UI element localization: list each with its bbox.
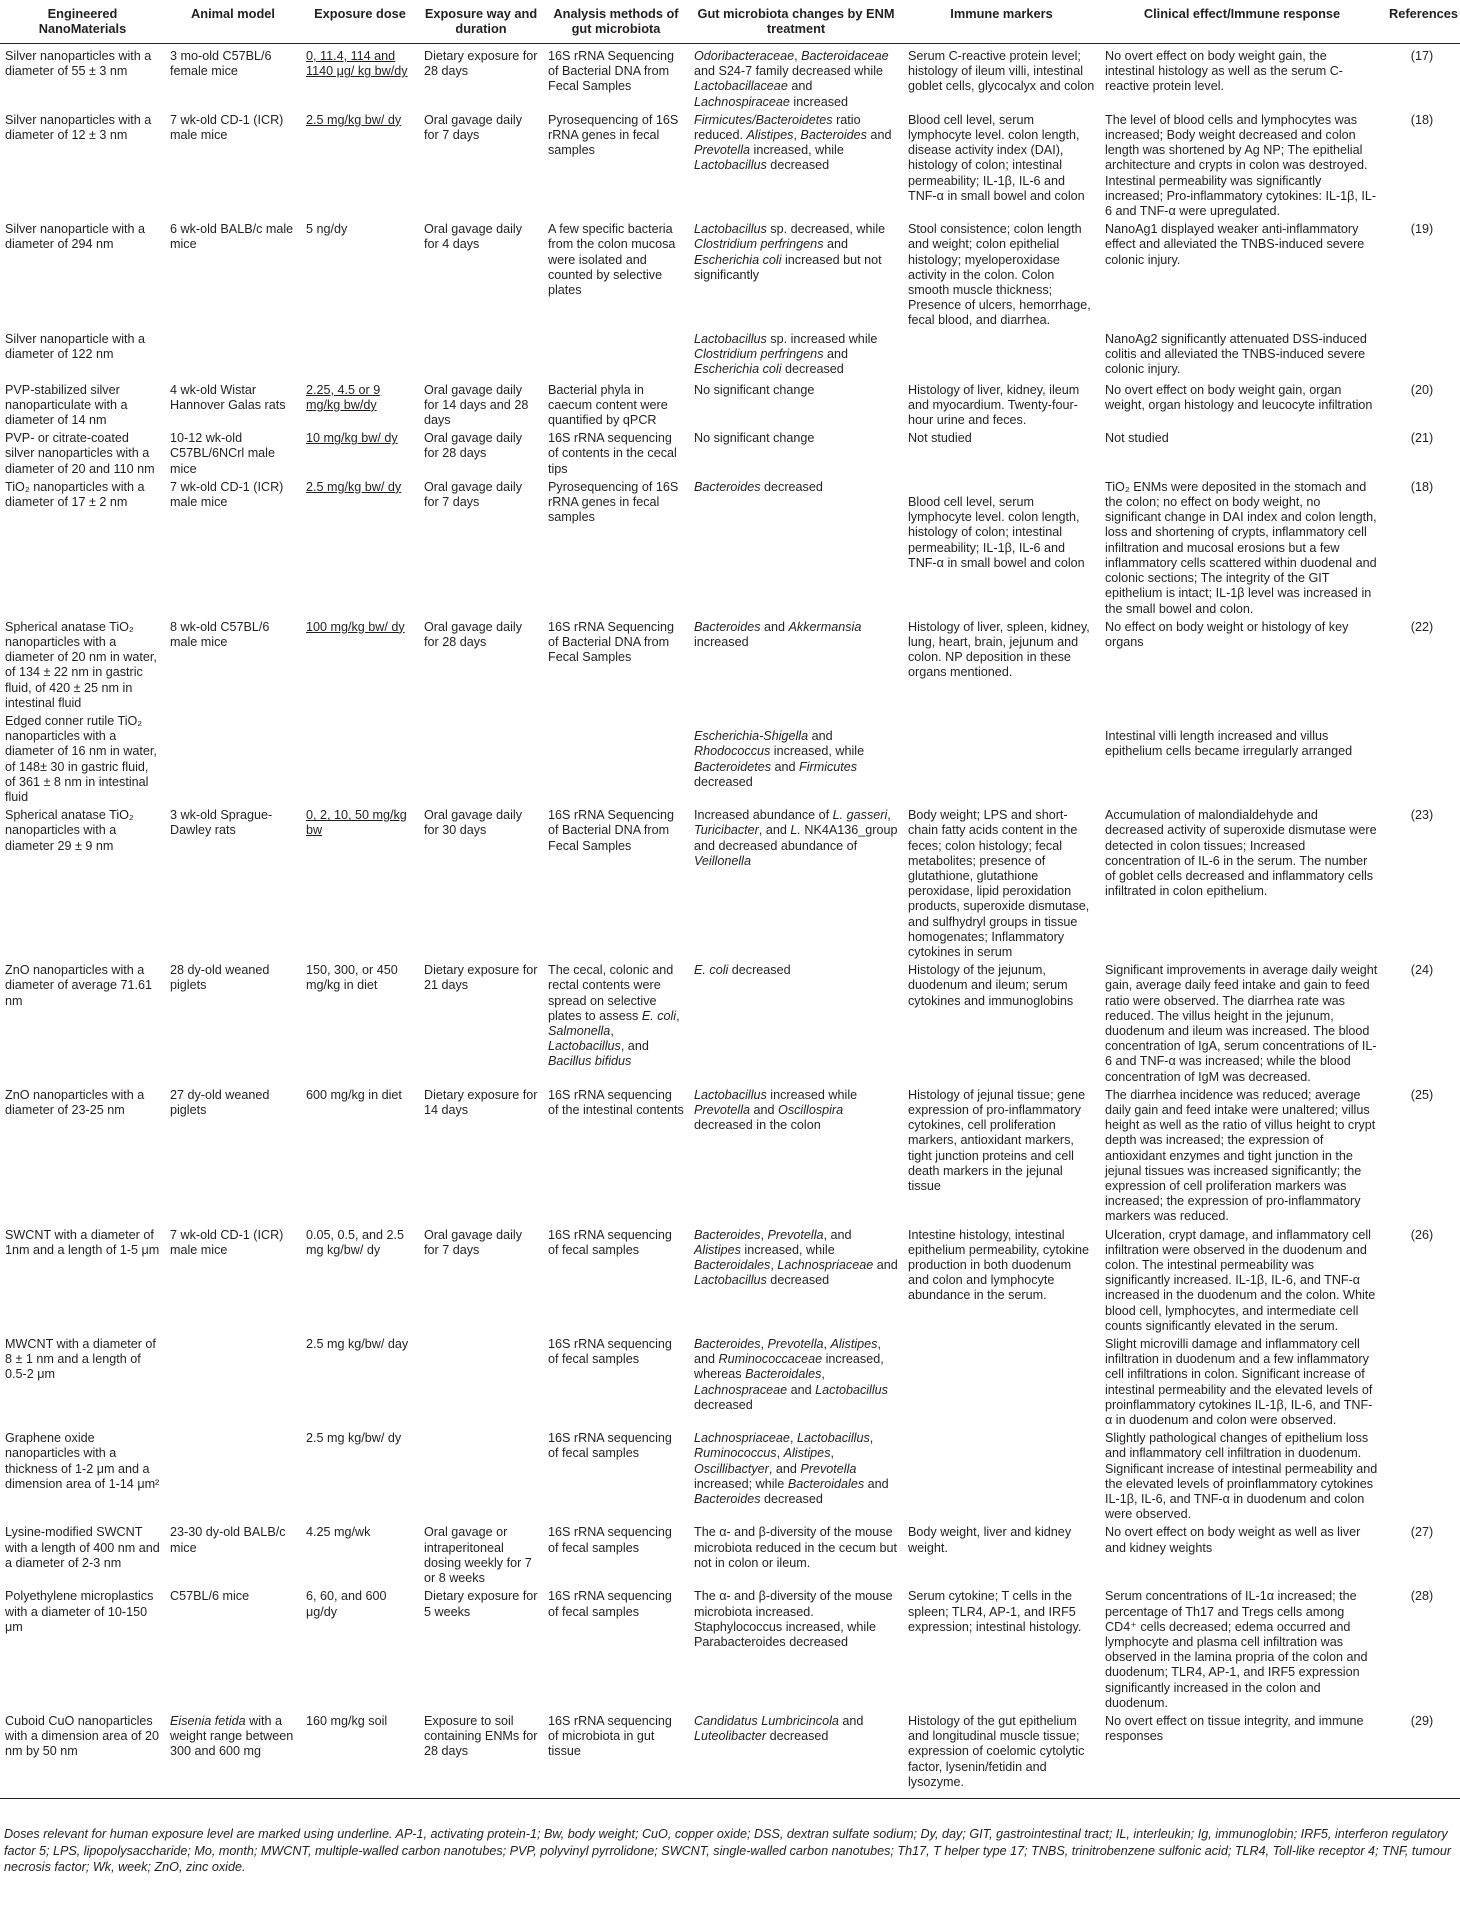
immune-markers-cell: Blood cell level, serum lymphocyte level. colon length, histology of colon; intestinal permeability; IL-1β, IL-6 and TNF-α in small bowel and colon xyxy=(908,495,1085,570)
reference-cell: (23) xyxy=(1410,808,1434,823)
col-immune-markers-header: Immune markers xyxy=(903,0,1100,44)
exposure-dose-cell: 2.5 mg kg/bw/ day xyxy=(306,1337,409,1352)
clinical-effect-cell: NanoAg1 displayed weaker anti-inflammatory effect and alleviated the TNBS-induced severe colonic injury. xyxy=(1105,222,1365,267)
clinical-effect-cell: Significant improvements in average daily weight gain, average daily feed intake and gain to feed ratio were observed. The diarrhea rate was reduced. The villus height in the jejunum, duodenum and ileum was increased. The blood concentration of IgA, serum concentrations of IL-6 and TNF-α was increased; while the blood concentration of IgM was decreased. xyxy=(1105,963,1378,1084)
analysis-method-cell: 16S rRNA Sequencing of Bacterial DNA from Fecal Samples xyxy=(548,619,675,665)
nanomaterial-cell: PVP- or citrate-coated silver nanoparticles with a diameter of 20 and 110 nm xyxy=(5,431,155,476)
clinical-effect-cell: The level of blood cells and lymphocytes was increased; Body weight decreased and colon length was shortened by Ag NP; The epithelial architecture and crypts in colon was destroyed. Intestinal permeability was significantly increased; Pro-inflammatory cytokines: IL-1β, IL-6 and TNF-α were upregulated. xyxy=(1105,112,1377,219)
animal-model-cell: 23-30 dy-old BALB/c mice xyxy=(170,1525,286,1555)
table-row xyxy=(0,806,1460,961)
table-body xyxy=(0,44,1460,1799)
microbiota-change-cell: Lactobacillus increased while Prevotella and Oscillospira decreased in the colon xyxy=(694,1087,858,1133)
clinical-effect-cell: No overt effect on body weight gain, organ weight, organ histology and leucocyte infiltration xyxy=(1105,382,1373,412)
clinical-effect-cell: Intestinal villi length increased and villus epithelium cells became irregularly arranged xyxy=(1105,729,1353,759)
exposure-dose-cell: 0.05, 0.5, and 2.5 mg kg/bw/ dy xyxy=(306,1227,405,1257)
nanomaterial-cell: Silver nanoparticles with a diameter of 55 ± 3 nm xyxy=(5,49,152,79)
table-row xyxy=(0,1226,1460,1335)
clinical-effect-cell: NanoAg2 significantly attenuated DSS-induced colitis and alleviated the TNBS-induced severe colonic injury. xyxy=(1105,331,1367,377)
microbiota-change-cell: Escherichia-Shigella and Rhodococcus increased, while Bacteroidetes and Firmicutes decreased xyxy=(694,729,865,789)
reference-cell xyxy=(1384,1335,1460,1429)
immune-markers-cell: Histology of the gut epithelium and longitudinal muscle tissue; expression of coelomic cytolytic factor, lysenin/fetidin and lysozyme. xyxy=(903,1712,1100,1799)
exposure-way-cell xyxy=(419,330,543,381)
microbiota-change-cell: Bacteroides, Prevotella, Alistipes, and Ruminococcaceae increased, whereas Bacteroidales, Lachnospraceae and Lactobacillus decreased xyxy=(694,1337,888,1412)
col-exposure-way-header: Exposure way and duration xyxy=(419,0,543,44)
table-header-row xyxy=(0,0,1460,44)
col-engineered-nanomaterials-header: Engineered NanoMaterials xyxy=(0,0,165,44)
exposure-dose-cell: 160 mg/kg soil xyxy=(301,1712,419,1799)
exposure-dose-cell: 10 mg/kg bw/ dy xyxy=(306,431,398,446)
exposure-way-cell: Oral gavage daily for 28 days xyxy=(424,619,523,649)
analysis-method-cell: 16S rRNA sequencing of fecal samples xyxy=(548,1337,672,1367)
clinical-effect-cell: No overt effect on body weight as well as liver and kidney weights xyxy=(1105,1525,1361,1555)
table-row xyxy=(0,1587,1460,1712)
animal-model-cell xyxy=(165,712,301,806)
exposure-way-cell xyxy=(419,712,543,806)
exposure-dose-cell: 2.5 mg kg/bw/ dy xyxy=(306,1431,402,1446)
exposure-way-cell: Oral gavage daily for 28 days xyxy=(424,431,523,461)
clinical-effect-cell: Not studied xyxy=(1105,431,1169,446)
immune-markers-cell: Serum C-reactive protein level; histology of ileum villi, intestinal goblet cells, glycocalyx and colon xyxy=(908,49,1095,94)
microbiota-change-cell: The α- and β-diversity of the mouse microbiota increased. Staphylococcus increased, while Parabacteroides decreased xyxy=(694,1589,893,1649)
analysis-method-cell xyxy=(543,712,689,806)
clinical-effect-cell: Accumulation of malondialdehyde and decreased activity of superoxide dismutase were detected in colon tissues; Increased concentration of IL-6 in the serum. The number of goblet cells decreased and inflammatory cells infiltrated in colon epithelium. xyxy=(1105,808,1377,899)
table-row xyxy=(0,618,1460,712)
reference-cell: (18) xyxy=(1410,112,1434,127)
reference-cell: (26) xyxy=(1410,1227,1434,1242)
exposure-way-cell xyxy=(419,1429,543,1523)
reference-cell: (20) xyxy=(1410,382,1434,397)
col-microbiota-changes-header: Gut microbiota changes by ENM treatment xyxy=(689,0,903,44)
clinical-effect-cell: The diarrhea incidence was reduced; average daily gain and feed intake were unaltered; villus height as well as the ratio of villus height to crypt depth was increased; the expression of antioxidant enzymes and tight junction in the jejunal tissues was increased significantly; the expression of cell proliferation markers was increased; the expression of pro-inflammatory markers was reduced. xyxy=(1105,1087,1376,1224)
exposure-way-cell: Oral gavage or intraperitoneal dosing weekly for 7 or 8 weeks xyxy=(424,1525,532,1586)
exposure-way-cell: Oral gavage daily for 4 days xyxy=(424,222,523,252)
table-row xyxy=(0,1712,1460,1799)
microbiota-change-cell: Bacteroides, Prevotella, and Alistipes increased, while Bacteroidales, Lachnospriaceae and Lactobacillus decreased xyxy=(694,1227,898,1288)
analysis-method-cell: A few specific bacteria from the colon mucosa were isolated and counted by selective plates xyxy=(548,222,676,298)
exposure-dose-cell: 0, 11.4, 114 and 1140 μg/ kg bw/dy xyxy=(306,49,408,79)
reference-cell: (18) xyxy=(1410,479,1434,494)
microbiota-change-cell: Bacteroides decreased xyxy=(694,479,823,494)
exposure-way-cell: Oral gavage daily for 7 days xyxy=(424,112,523,143)
table-row xyxy=(0,44,1460,111)
nanomaterial-cell: Cuboid CuO nanoparticles with a dimension area of 20 nm by 50 nm xyxy=(0,1712,165,1799)
nanomaterial-cell: Lysine-modified SWCNT with a length of 400 nm and a diameter of 2-3 nm xyxy=(5,1525,160,1570)
nanomaterial-cell: PVP-stabilized silver nanoparticulate with a diameter of 14 nm xyxy=(5,382,128,428)
exposure-way-cell: Exposure to soil containing ENMs for 28 days xyxy=(419,1712,543,1799)
table-row xyxy=(0,961,1460,1086)
nanomaterial-cell: Polyethylene microplastics with a diameter of 10-150 μm xyxy=(5,1589,154,1634)
table-row xyxy=(0,1523,1460,1587)
immune-markers-cell xyxy=(903,712,1100,806)
immune-markers-cell xyxy=(903,1429,1100,1523)
table-row xyxy=(0,429,1460,478)
animal-model-cell: C57BL/6 mice xyxy=(170,1589,250,1604)
animal-model-cell xyxy=(165,330,301,381)
microbiota-change-cell: Lachnospriaceae, Lactobacillus, Ruminococcus, Alistipes, Oscillibactyer, and Prevotella increased; while Bacteroidales and Bacteroides decreased xyxy=(694,1431,889,1507)
reference-cell: (25) xyxy=(1410,1087,1434,1102)
microbiota-change-cell: No significant change xyxy=(694,431,815,446)
nanomaterial-cell: Spherical anatase TiO₂ nanoparticles with a diameter of 20 nm in water, of 134 ± 22 nm in gastric fluid, of 420 ± 25 nm in intestinal fluid xyxy=(5,619,157,710)
col-animal-model-header: Animal model xyxy=(165,0,301,44)
table-row xyxy=(0,330,1460,381)
nanomaterial-cell: Graphene oxide nanoparticles with a thickness of 1-2 μm and a dimension area of 1-14 μm² xyxy=(5,1431,160,1491)
exposure-dose-cell: 150, 300, or 450 mg/kg in diet xyxy=(306,963,398,993)
reference-cell: (22) xyxy=(1410,619,1434,634)
table-footnote: Doses relevant for human exposure level are marked using underline. AP-1, activating protein-1; Bw, body weight; CuO, copper oxide; DSS, dextran sulfate sodium; Dy, day; GIT, gastrointestinal tract; IL, interleukin; Ig, immunoglobin; IRF5, interferon regulatory factor 5; LPS, lipopolysaccharide; Mo, month; MWCNT, multiple-walled carbon nanotubes; PVP, polyvinyl pyrrolidone; SWCNT, single-walled carbon nanotubes; Th17, T helper type 17; TNBS, trinitrobenzene sulfonic acid; TLR4, Toll-like receptor 4; TNF, tumour necrosis factor; Wk, week; ZnO, zinc oxide. xyxy=(4,1827,1452,1874)
exposure-dose-cell: 6, 60, and 600 μg/dy xyxy=(306,1589,387,1619)
clinical-effect-cell: TiO₂ ENMs were deposited in the stomach and the colon; no effect on body weight, no significant change in DAI index and colon length, loss and shortening of crypts, inflammatory cell infiltration and mucosal erosions but a few inflammatory cells scattered within duodenal and colonic sections; The integrity of the GIT epithelium is intact; IL-1β level was increased in the small bowel and colon. xyxy=(1105,479,1377,616)
microbiota-change-cell: Odoribacteraceae, Bacteroidaceae and S24-7 family decreased while Lactobacillaceae and Lachnospiraceae increased xyxy=(694,49,889,109)
table-row xyxy=(0,220,1460,329)
nanomaterial-cell: SWCNT with a diameter of 1nm and a length of 1-5 μm xyxy=(5,1227,160,1257)
analysis-method-cell: Bacterial phyla in caecum content were quantified by qPCR xyxy=(548,382,668,428)
table-row xyxy=(0,712,1460,806)
immune-markers-cell: Stool consistence; colon length and weight; colon epithelial histology; myeloperoxidase activity in the colon. Colon smooth muscle thickness; Presence of ulcers, hemorrhage, fecal blood, and diarrhea. xyxy=(908,222,1091,328)
animal-model-cell: 7 wk-old CD-1 (ICR) male mice xyxy=(170,1227,284,1257)
exposure-dose-cell xyxy=(301,330,419,381)
table-row xyxy=(0,1086,1460,1226)
reference-cell xyxy=(1384,1429,1460,1523)
analysis-method-cell: Pyrosequencing of 16S rRNA genes in fecal samples xyxy=(548,112,679,158)
exposure-way-cell xyxy=(419,1335,543,1429)
animal-model-cell: 27 dy-old weaned piglets xyxy=(170,1087,270,1117)
exposure-dose-cell: 2.5 mg/kg bw/ dy xyxy=(306,112,402,127)
nanomaterial-cell: Spherical anatase TiO₂ nanoparticles with a diameter 29 ± 9 nm xyxy=(5,808,134,853)
col-references-header: References xyxy=(1384,0,1460,44)
microbiota-change-cell: Candidatus Lumbricincola and Luteolibacter decreased xyxy=(689,1712,903,1799)
analysis-method-cell: 16S rRNA sequencing of fecal samples xyxy=(548,1589,672,1619)
animal-model-cell: 8 wk-old C57BL/6 male mice xyxy=(170,619,270,649)
table-row xyxy=(0,111,1460,220)
clinical-effect-cell: No overt effect on body weight gain, the intestinal histology as well as the serum C-reactive protein level. xyxy=(1105,49,1343,94)
reference-cell: (24) xyxy=(1410,963,1434,978)
immune-markers-cell: Histology of jejunal tissue; gene expression of pro-inflammatory cytokines, cell proliferation markers, antioxidant markers, tight junction proteins and cell death markers in the jejunal tissue xyxy=(908,1087,1086,1194)
clinical-effect-cell: Slightly pathological changes of epithelium loss and inflammatory cell infiltration in duodenum. Significant increase of intestinal permeability and the elevated levels of proinflammatory cytokines IL-1β, IL-6, and TNF-α in duodenum and colon were observed. xyxy=(1105,1431,1378,1522)
immune-markers-cell: Histology of liver, kidney, ileum and myocardium. Twenty-four-hour urine and feces. xyxy=(908,382,1080,428)
animal-model-cell: 4 wk-old Wistar Hannover Galas rats xyxy=(170,382,286,412)
exposure-way-cell: Oral gavage daily for 7 days xyxy=(424,1227,523,1257)
nanomaterial-cell: TiO₂ nanoparticles with a diameter of 17 ± 2 nm xyxy=(5,479,145,510)
animal-model-cell: 3 wk-old Sprague-Dawley rats xyxy=(170,808,273,838)
table-row xyxy=(0,1429,1460,1523)
analysis-method-cell: 16S rRNA Sequencing of Bacterial DNA from Fecal Samples xyxy=(548,49,675,94)
analysis-method-cell: Pyrosequencing of 16S rRNA genes in fecal samples xyxy=(548,479,679,525)
exposure-way-cell: Dietary exposure for 5 weeks xyxy=(424,1589,538,1619)
nanomaterial-cell: ZnO nanoparticles with a diameter of 23-25 nm xyxy=(5,1087,145,1117)
reference-cell xyxy=(1384,712,1460,806)
animal-model-cell xyxy=(165,1335,301,1429)
exposure-dose-cell: 2.5 mg/kg bw/ dy xyxy=(306,479,402,494)
immune-markers-cell: Histology of liver, spleen, kidney, lung, heart, brain, jejunum and colon. NP deposition in these organs mentioned. xyxy=(908,619,1090,680)
reference-cell: (28) xyxy=(1410,1589,1434,1604)
immune-markers-cell: Blood cell level, serum lymphocyte level. colon length, disease activity index (DAI), histology of colon; intestinal permeability; IL-1β, IL-6 and TNF-α in small bowel and colon xyxy=(908,112,1085,203)
col-analysis-methods-header: Analysis methods of gut microbiota xyxy=(543,0,689,44)
immune-markers-cell: Body weight, liver and kidney weight. xyxy=(908,1525,1072,1555)
immune-markers-cell: Serum cytokine; T cells in the spleen; TLR4, AP-1, and IRF5 expression; intestinal histology. xyxy=(908,1589,1082,1634)
analysis-method-cell: 16S rRNA Sequencing of Bacterial DNA from Fecal Samples xyxy=(548,808,675,853)
exposure-dose-cell: 100 mg/kg bw/ dy xyxy=(306,619,405,634)
microbiota-change-cell: Bacteroides and Akkermansia increased xyxy=(694,619,862,649)
table-row xyxy=(0,1335,1460,1429)
nanomaterial-cell: Silver nanoparticle with a diameter of 294 nm xyxy=(5,222,146,252)
nanomaterial-cell: Silver nanoparticle with a diameter of 122 nm xyxy=(5,331,146,361)
microbiota-change-cell: E. coli decreased xyxy=(694,963,791,978)
analysis-method-cell: 16S rRNA sequencing of fecal samples xyxy=(548,1227,672,1257)
exposure-way-cell: Dietary exposure for 28 days xyxy=(424,49,538,79)
exposure-dose-cell: 5 ng/dy xyxy=(306,222,348,237)
animal-model-cell: Eisenia fetida with a weight range between 300 and 600 mg xyxy=(165,1712,301,1799)
clinical-effect-cell: Serum concentrations of IL-1α increased; the percentage of Th17 and Tregs cells among CD4⁺ cells decreased; edema occurred and lymphocyte and plasma cell infiltration was observed in the lamina propria of the colon and duodenum; TLR4, AP-1, and IRF5 expression significantly increased in the colon and duodenum. xyxy=(1105,1589,1368,1710)
exposure-dose-cell: 0, 2, 10, 50 mg/kg bw xyxy=(306,808,407,838)
analysis-method-cell: 16S rRNA sequencing of contents in the cecal tips xyxy=(548,431,677,476)
exposure-dose-cell: 4.25 mg/wk xyxy=(306,1525,371,1540)
microbiota-change-cell: Firmicutes/Bacteroidetes ratio reduced. Alistipes, Bacteroides and Prevotella increased, while Lactobacillus decreased xyxy=(694,112,892,173)
analysis-method-cell: 16S rRNA sequencing of microbiota in gut tissue xyxy=(543,1712,689,1799)
immune-markers-cell: Body weight; LPS and short-chain fatty acids content in the feces; colon histology; fecal metabolites; presence of glutathione, glutathione peroxidase, lipid peroxidation products, superoxide dismutase, and sulfhydryl groups in tissue homogenates; Inflammatory cytokines in serum xyxy=(908,808,1090,959)
microbiota-change-cell: Lactobacillus sp. decreased, while Clostridium perfringens and Escherichia coli increased but not significantly xyxy=(694,222,886,282)
clinical-effect-cell: Slight microvilli damage and inflammatory cell infiltration in duodenum and a few inflammatory cell infiltrations in colon. Significant increase of intestinal permeability and the elevated levels of proinflammatory cytokines IL-1β, IL-6, and TNF-α in duodenum and colon were observed. xyxy=(1105,1337,1373,1428)
animal-model-cell: 28 dy-old weaned piglets xyxy=(170,963,270,993)
animal-model-cell: 7 wk-old CD-1 (ICR) male mice xyxy=(170,112,284,143)
animal-model-cell: 10-12 wk-old C57BL/6NCrl male mice xyxy=(170,431,275,476)
nanomaterial-cell: Silver nanoparticles with a diameter of 12 ± 3 nm xyxy=(5,112,152,143)
immune-markers-cell: Intestine histology, intestinal epithelium permeability, cytokine production in both duodenum and colon and lymphocyte abundance in the serum. xyxy=(908,1227,1090,1303)
reference-cell: (27) xyxy=(1410,1525,1434,1540)
reference-cell xyxy=(1384,330,1460,381)
analysis-method-cell: 16S rRNA sequencing of fecal samples xyxy=(548,1431,672,1461)
microbiota-change-cell: No significant change xyxy=(694,382,815,397)
analysis-method-cell: The cecal, colonic and rectal contents were spread on selective plates to assess E. coli, Salmonella, Lactobacillus, and Bacillus bifidus xyxy=(548,963,680,1069)
exposure-way-cell: Dietary exposure for 21 days xyxy=(424,963,538,993)
analysis-method-cell xyxy=(543,330,689,381)
immune-markers-cell xyxy=(903,1335,1100,1429)
microbiota-change-cell: Increased abundance of L. gasseri, Turicibacter, and L. NK4A136_group and decreased abundance of Veillonella xyxy=(694,808,898,868)
reference-cell: (19) xyxy=(1410,222,1434,237)
exposure-dose-cell: 2.25, 4.5 or 9 mg/kg bw/dy xyxy=(306,382,381,412)
animal-model-cell xyxy=(165,1429,301,1523)
exposure-way-cell: Oral gavage daily for 7 days xyxy=(424,479,523,510)
col-clinical-effect-header: Clinical effect/Immune response xyxy=(1100,0,1384,44)
microbiota-change-cell: Lactobacillus sp. increased while Clostridium perfringens and Escherichia coli decreased xyxy=(694,331,878,377)
clinical-effect-cell: No effect on body weight or histology of key organs xyxy=(1105,619,1349,649)
exposure-way-cell: Oral gavage daily for 30 days xyxy=(424,808,523,838)
exposure-way-cell: Oral gavage daily for 14 days and 28 days xyxy=(424,382,529,428)
animal-model-cell: 7 wk-old CD-1 (ICR) male mice xyxy=(170,479,284,510)
nanomaterial-cell: ZnO nanoparticles with a diameter of average 71.61 nm xyxy=(5,963,153,1008)
immune-markers-cell: Histology of the jejunum, duodenum and ileum; serum cytokines and immunoglobins xyxy=(908,963,1074,1008)
clinical-effect-cell: Ulceration, crypt damage, and inflammatory cell infiltration were observed in the duodenum and colon. The intestinal permeability was significantly increased. IL-1β, IL-6, and TNF-α increased in the duodenum and the colon. White blood cell, lymphocytes, and intermediate cell counts significantly elevated in the serum. xyxy=(1105,1227,1376,1333)
nanomaterial-cell: Edged conner rutile TiO₂ nanoparticles with a diameter of 16 nm in water, of 148± 30 in gastric fluid, of 361 ± 8 nm in intestinal fluid xyxy=(5,713,157,804)
animal-model-cell: 3 mo-old C57BL/6 female mice xyxy=(170,49,272,79)
microbiota-change-cell: The α- and β-diversity of the mouse microbiota reduced in the cecum but not in colon or ileum. xyxy=(694,1525,898,1570)
analysis-method-cell: 16S rRNA sequencing of the intestinal contents xyxy=(548,1087,684,1117)
immune-markers-cell: Not studied xyxy=(908,431,972,446)
table-row xyxy=(0,381,1460,430)
exposure-dose-cell xyxy=(301,712,419,806)
analysis-method-cell: 16S rRNA sequencing of fecal samples xyxy=(548,1525,672,1555)
nanomaterial-cell: MWCNT with a diameter of 8 ± 1 nm and a length of 0.5-2 μm xyxy=(5,1337,156,1382)
reference-cell: (21) xyxy=(1410,431,1434,446)
table-row xyxy=(0,478,1460,618)
immune-markers-cell xyxy=(903,330,1100,381)
clinical-effect-cell: No overt effect on tissue integrity, and immune responses xyxy=(1100,1712,1384,1799)
exposure-way-cell: Dietary exposure for 14 days xyxy=(424,1087,538,1117)
animal-model-cell: 6 wk-old BALB/c male mice xyxy=(170,222,294,252)
exposure-dose-cell: 600 mg/kg in diet xyxy=(306,1087,402,1102)
col-exposure-dose-header: Exposure dose xyxy=(301,0,419,44)
reference-cell: (29) xyxy=(1384,1712,1460,1799)
reference-cell: (17) xyxy=(1410,49,1434,63)
